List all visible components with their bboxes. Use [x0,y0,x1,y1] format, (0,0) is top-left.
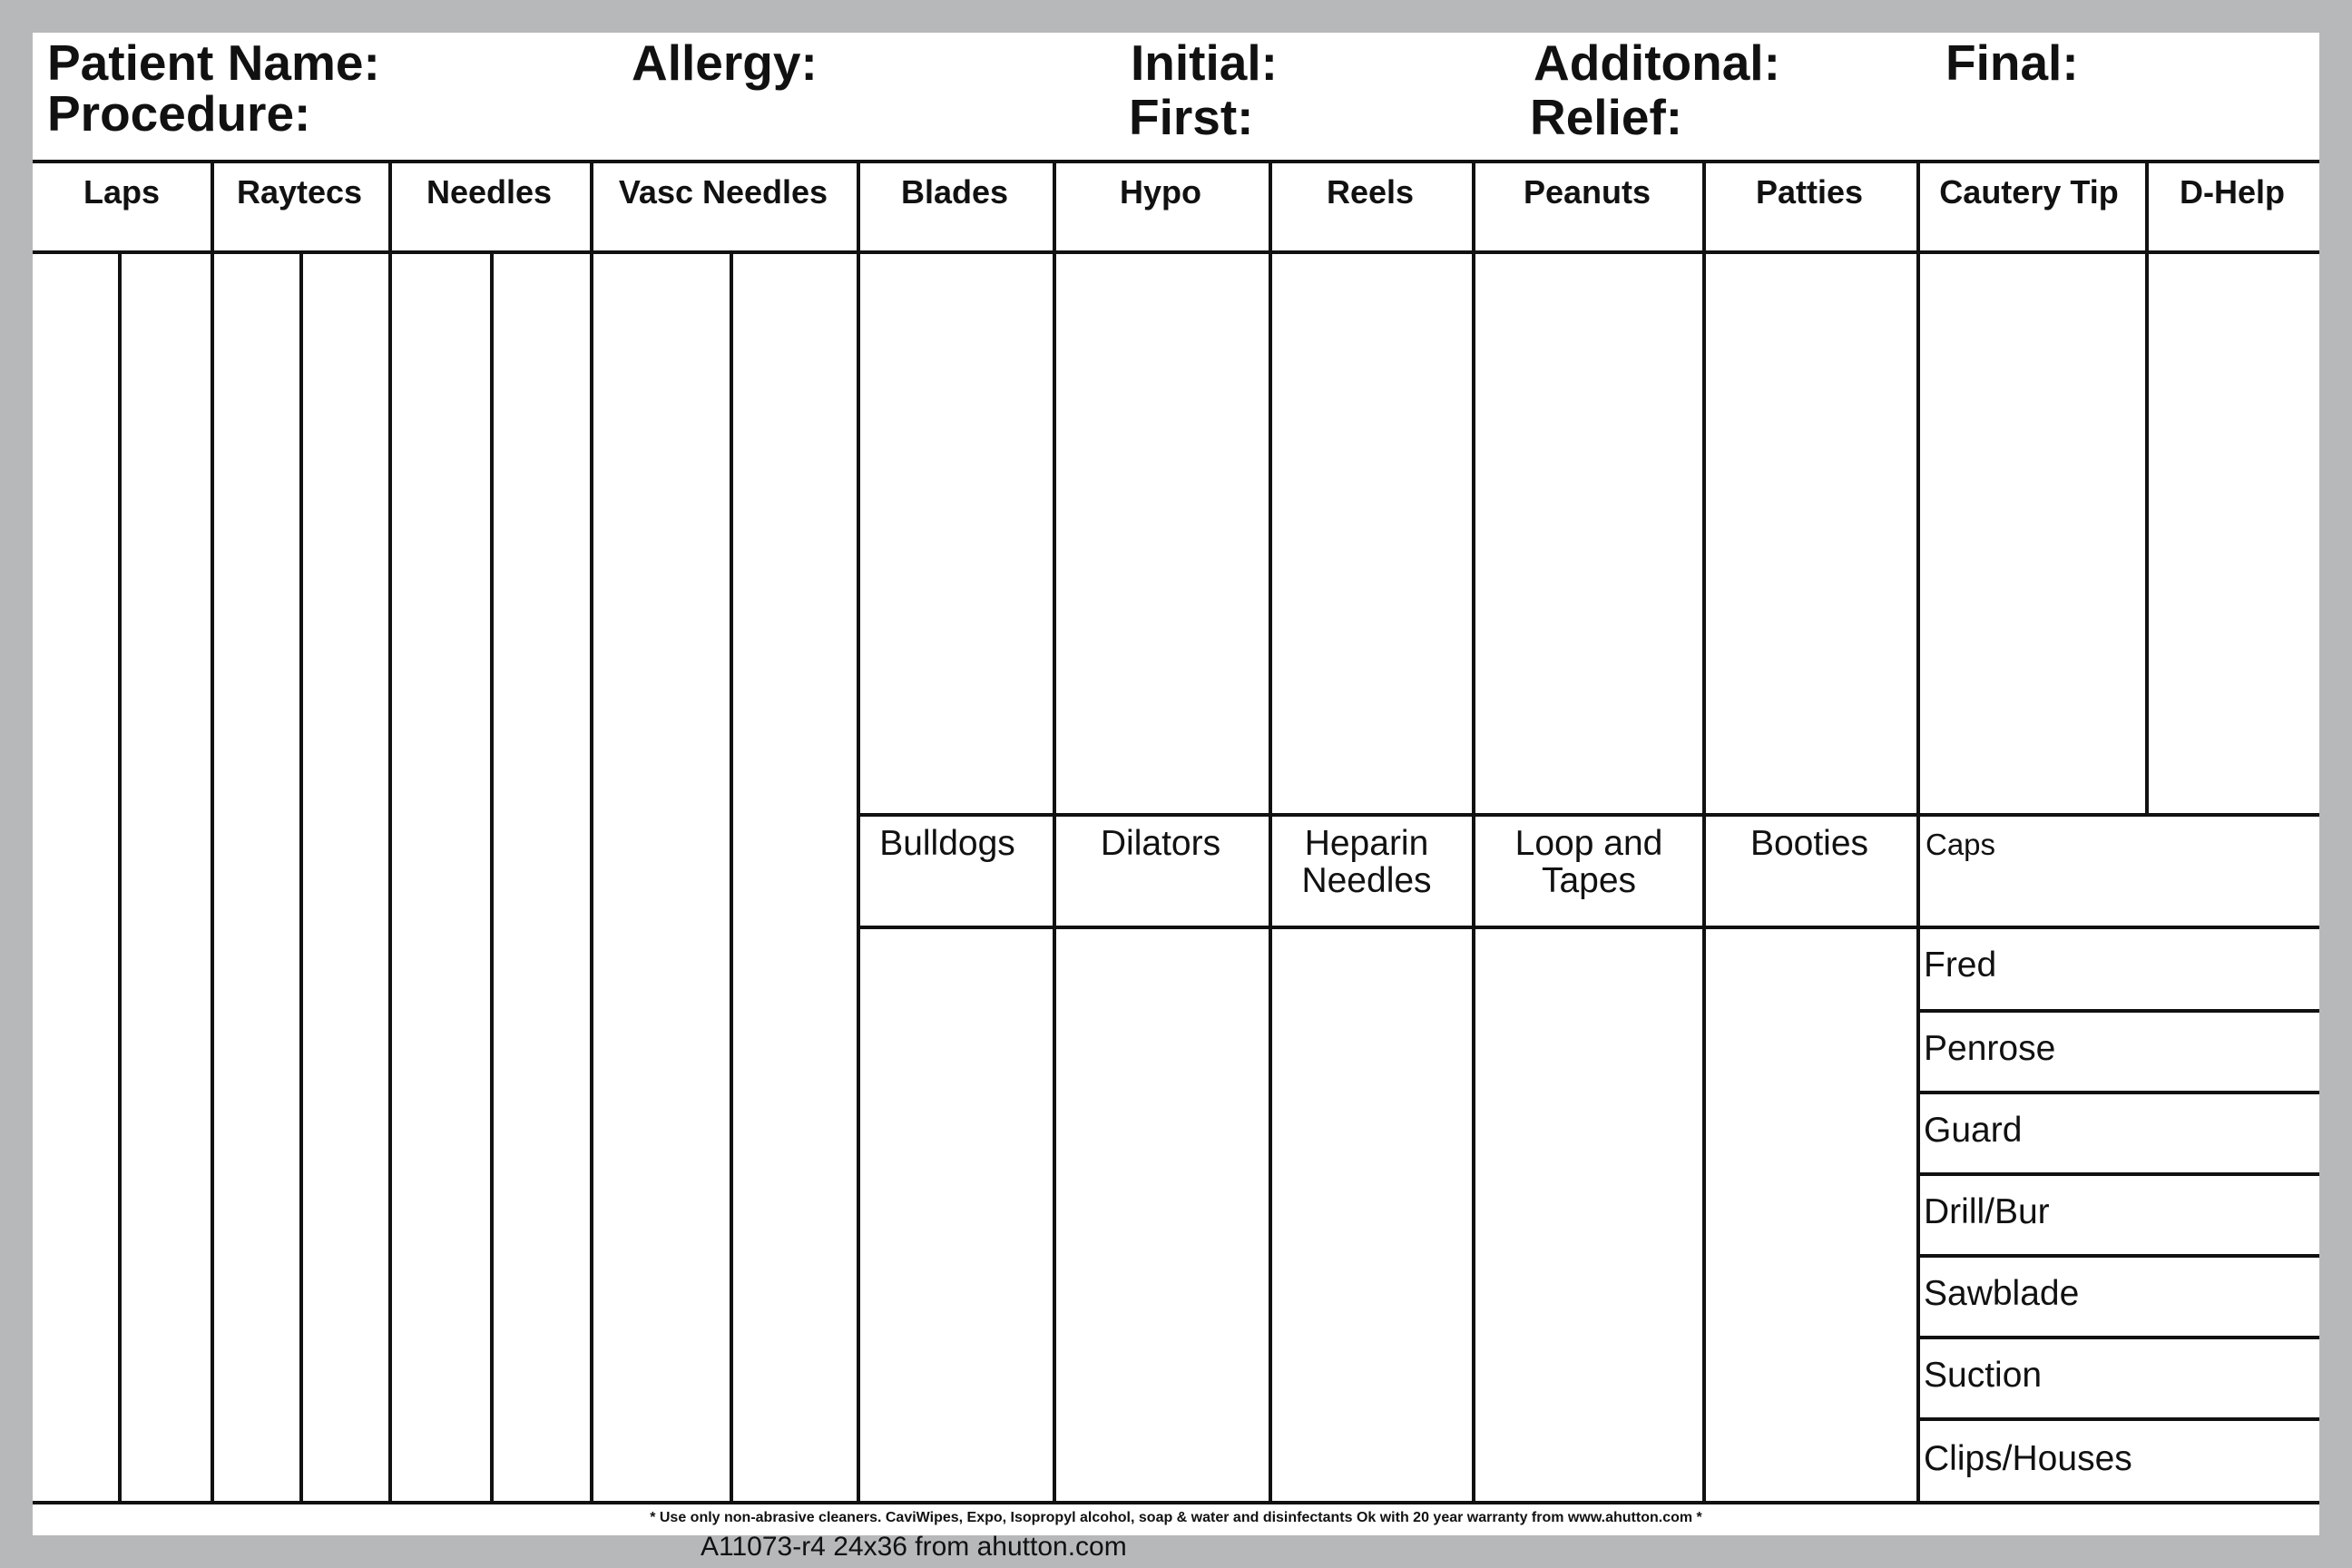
list-row-line [1916,1336,2319,1339]
subcolumn-divider [490,250,494,1503]
model-number: A11073-r4 24x36 from ahutton.com [701,1532,1127,1562]
column-header-patties: Patties [1755,173,1864,211]
column-divider [1916,160,1920,1503]
additonal-label: Additonal: [1534,34,1780,91]
column-header-d-help: D-Help [2180,173,2285,211]
list-item-penrose: Penrose [1924,1029,2056,1068]
column-divider [1472,160,1475,1503]
whiteboard [33,33,2319,1562]
column-header-hypo: Hypo [1120,173,1201,211]
list-item-guard: Guard [1924,1111,2023,1150]
list-item-suction: Suction [1924,1356,2043,1395]
lower-header-heparin-needles: Heparin Needles [1301,824,1432,900]
column-divider [211,160,214,1503]
list-item-clips-houses: Clips/Houses [1924,1439,2132,1478]
lower-header-caps: Caps [1926,828,1996,861]
procedure-label: Procedure: [47,85,311,142]
list-row-line [1916,1172,2319,1176]
column-header-needles: Needles [426,173,553,211]
column-divider [590,160,593,1503]
column-divider [1269,160,1272,1503]
column-header-laps: Laps [83,173,161,211]
column-header-cautery-tip: Cautery Tip [1939,173,2119,211]
final-label: Final: [1945,34,2079,91]
list-row-line [1916,1091,2319,1094]
header-divider-line [33,160,2319,163]
column-header-bottom-line [33,250,2319,254]
list-item-drill-bur: Drill/Bur [1924,1192,2050,1231]
patient-name-label: Patient Name: [47,34,380,91]
subcolumn-divider [118,250,122,1503]
lower-header-bottom-line [857,926,2319,929]
lower-header-booties: Booties [1749,824,1869,863]
list-row-line [1916,1009,2319,1013]
care-instructions-note: * Use only non-abrasive cleaners. CaviWipes, Expo, Isopropyl alcohol, soap & water and disinfectants Ok with 20 year warranty from www.ahutton.com * [650,1510,1702,1525]
column-divider [388,160,392,1503]
column-header-raytecs: Raytecs [236,173,363,211]
initial-label: Initial: [1131,34,1278,91]
lower-header-top-line [857,813,2319,817]
column-header-reels: Reels [1326,173,1415,211]
column-header-peanuts: Peanuts [1523,173,1651,211]
column-header-blades: Blades [900,173,1009,211]
subcolumn-divider [730,250,733,1503]
column-divider [2145,160,2149,815]
footer-divider-line [33,1501,2319,1504]
column-header-vasc-needles: Vasc Needles [618,173,828,211]
list-row-line [1916,1417,2319,1421]
subcolumn-divider [299,250,303,1503]
lower-header-bulldogs: Bulldogs [879,824,1015,863]
lower-header-loop-and-tapes: Loop and Tapes [1514,824,1663,900]
allergy-label: Allergy: [632,34,818,91]
list-item-sawblade: Sawblade [1924,1274,2080,1313]
list-row-line [1916,1254,2319,1258]
list-item-fred: Fred [1924,946,1997,985]
relief-label: Relief: [1530,89,1683,145]
lower-header-dilators: Dilators [1100,824,1221,863]
first-label: First: [1129,89,1254,145]
